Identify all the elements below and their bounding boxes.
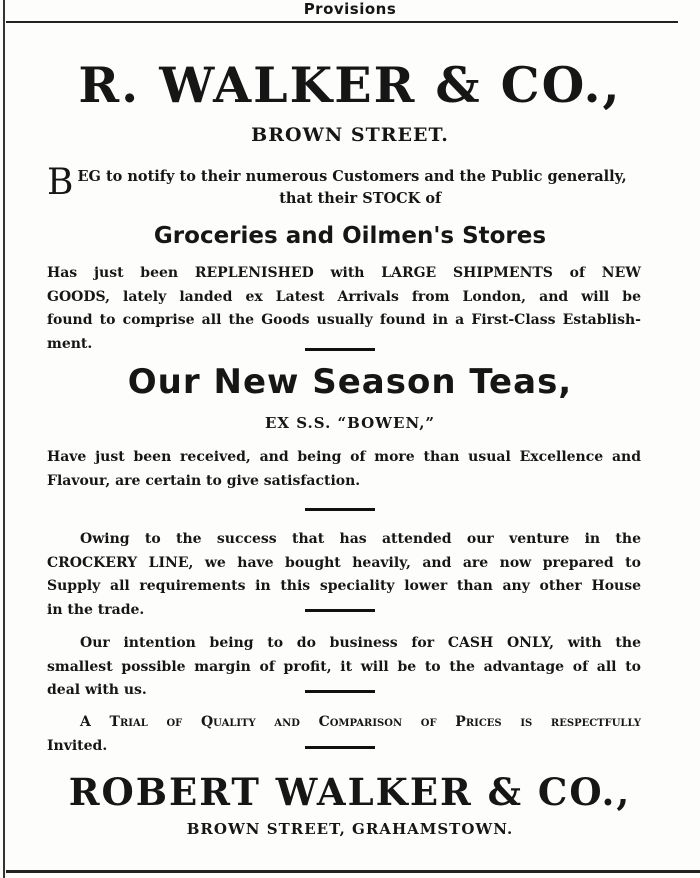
- paragraph-line: GOODS, lately landed ex Latest Arrivals from London, and will be: [47, 288, 641, 305]
- paragraph-line: Has just been REPLENISHED with LARGE SHIPMENTS of NEW: [47, 265, 641, 281]
- paragraph-line: Our intention being to do business for CASH ONLY, with the: [80, 635, 641, 651]
- replenished-paragraph: [47, 262, 641, 356]
- crockery-paragraph: [47, 528, 641, 622]
- drop-cap: B: [47, 162, 74, 203]
- paragraph-line: ment.: [47, 335, 93, 352]
- divider-rule: [305, 348, 375, 351]
- divider-rule: [305, 508, 375, 511]
- signature-address: BROWN STREET, GRAHAMSTOWN.: [186, 820, 514, 838]
- header-rule: [6, 21, 678, 23]
- paragraph-line: deal with us.: [47, 682, 147, 698]
- divider-rule: [305, 746, 375, 749]
- teas-paragraph: [47, 446, 641, 493]
- section-header: Provisions: [303, 0, 397, 18]
- paragraph-line: CROCKERY LINE, we have bought heavily, and are now prepared to: [47, 554, 641, 571]
- notify-line: EG to notify to their numerous Customers and the Public generally,: [77, 168, 627, 185]
- teas-heading: Our New Season Teas,: [127, 362, 573, 402]
- divider-rule: [305, 609, 375, 612]
- trial-paragraph: [47, 711, 641, 758]
- paragraph-line: Invited.: [47, 737, 108, 754]
- paragraph-line: A Trial of Quality and Comparison of Prices is respectfully: [80, 714, 641, 730]
- firm-name-heading: R. WALKER & CO.,: [78, 56, 622, 114]
- paragraph-line: in the trade.: [47, 601, 145, 618]
- paragraph-line: Owing to the success that has attended our venture in the: [80, 531, 641, 547]
- divider-rule: [305, 690, 375, 693]
- notify-line: that their STOCK of: [279, 190, 442, 207]
- paragraph-line: Have just been received, and being of more than usual Excellence and: [47, 449, 641, 465]
- paragraph-line: Supply all requirements in this speciality lower than any other House: [47, 578, 641, 594]
- signature-name: ROBERT WALKER & CO.,: [68, 770, 632, 814]
- paragraph-line: smallest possible margin of profit, it will be to the advantage of all to: [47, 658, 641, 675]
- street-subheading: BROWN STREET.: [251, 124, 449, 146]
- paragraph-line: found to comprise all the Goods usually found in a First-Class Establish-: [47, 312, 641, 328]
- paragraph-line: Flavour, are certain to give satisfaction.: [47, 472, 361, 489]
- notify-paragraph: [47, 162, 643, 210]
- bottom-rule: [6, 870, 700, 873]
- ship-subheading: EX S.S. “BOWEN,”: [264, 414, 436, 432]
- groceries-heading: Groceries and Oilmen's Stores: [153, 223, 547, 249]
